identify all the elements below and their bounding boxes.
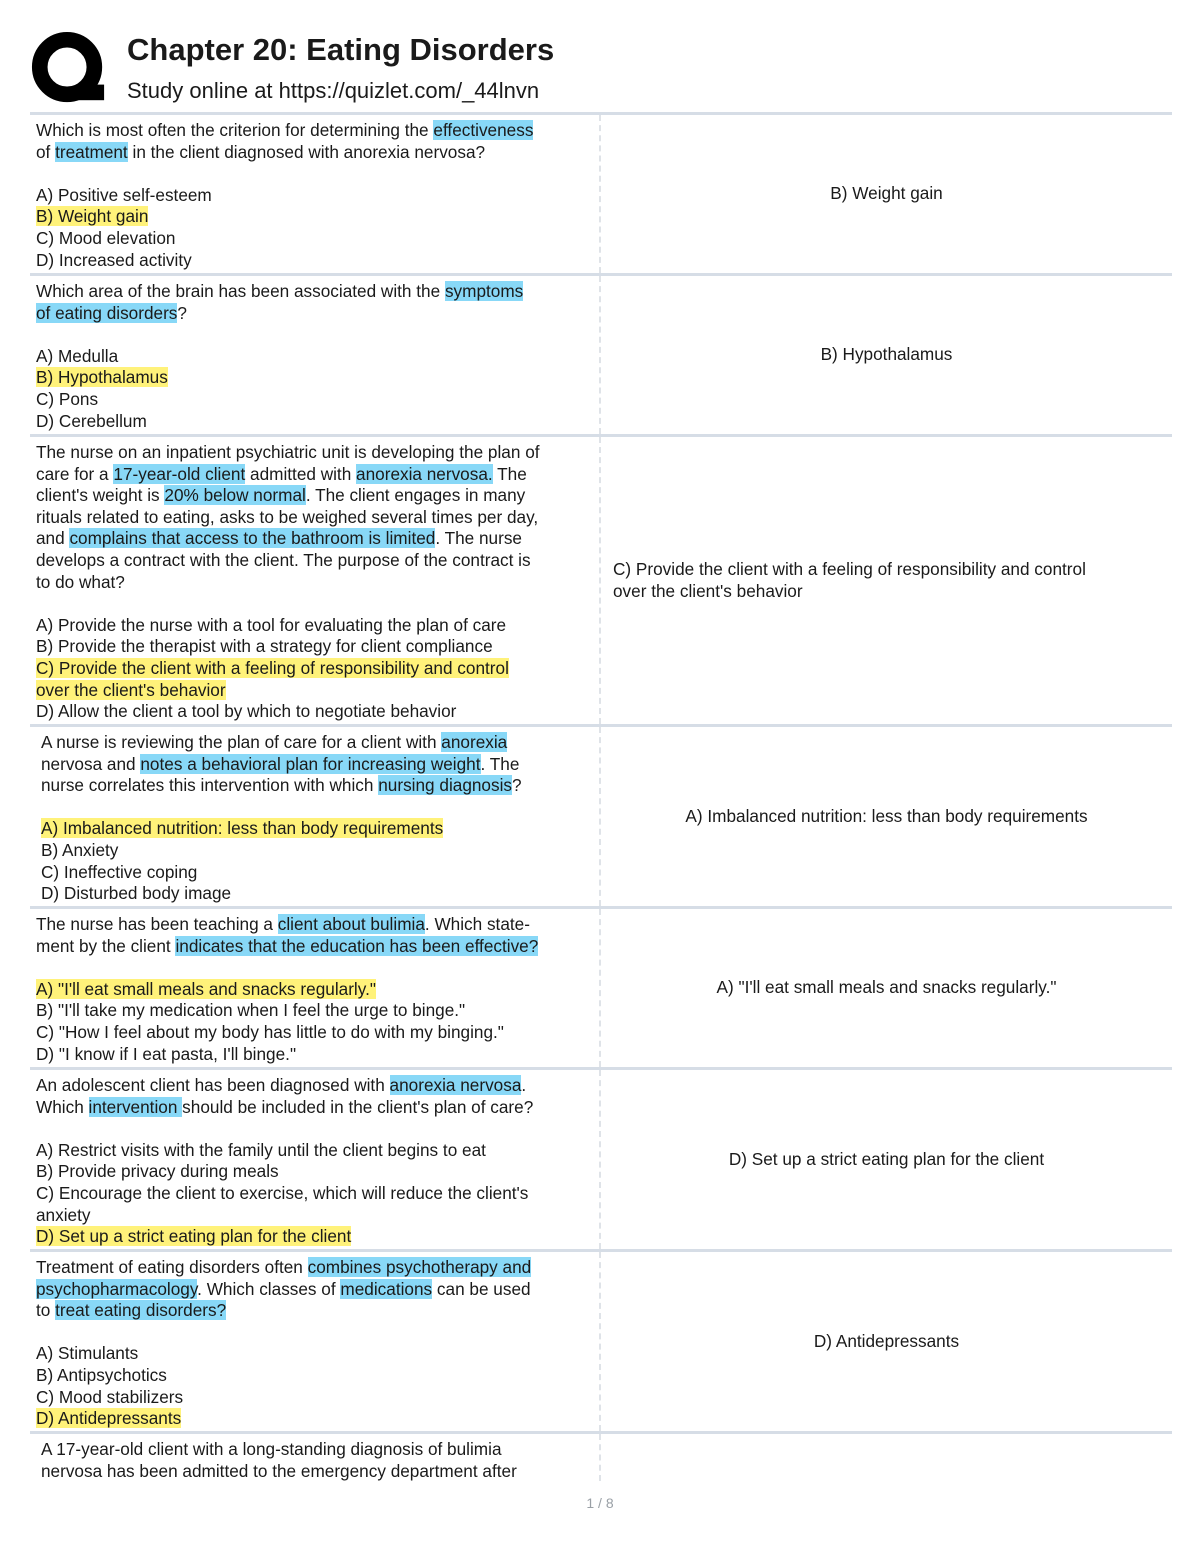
question-text: client's weight is	[36, 485, 165, 506]
answer-cell	[601, 437, 1172, 724]
answer-text: D) Set up a strict eating plan for the client	[728, 1148, 1045, 1169]
question-text: and	[36, 528, 70, 549]
page-title: Chapter 20: Eating Disorders	[127, 32, 555, 67]
option-a: A) Restrict visits with the family until the client begins to eat	[36, 1139, 486, 1160]
keyword-highlight: treat eating disorders?	[55, 1300, 227, 1321]
option-d: D) Cerebellum	[36, 410, 147, 431]
quizlet-logo-icon	[30, 30, 108, 108]
question-text: ment by the client	[36, 935, 176, 956]
question-text: The nurse on an inpatient psychiatric unit is developing the plan of	[36, 442, 540, 462]
question-text: nervosa and	[41, 753, 141, 774]
question-text: A nurse is reviewing the plan of care for a client with	[41, 732, 442, 752]
answer-cell	[601, 909, 1172, 1067]
option-c: C) Mood elevation	[36, 227, 176, 248]
answer-text: over the client's behavior	[613, 580, 803, 601]
answer-text: A) Imbalanced nutrition: less than body requirements	[685, 805, 1088, 826]
question-text: nurse correlates this intervention with which	[41, 775, 379, 796]
question-text: ?	[512, 775, 522, 796]
question-text: ?	[177, 302, 187, 323]
correct-option: B) Weight gain	[36, 206, 149, 227]
keyword-highlight: nursing diagnosis	[378, 775, 512, 796]
flashcard-row	[30, 724, 1172, 906]
keyword-highlight: notes a behavioral plan for increasing weight	[140, 753, 481, 774]
question-cell	[30, 1252, 601, 1431]
keyword-highlight: effectiveness	[433, 120, 534, 140]
question-text: . The	[480, 753, 520, 774]
question-cell	[30, 115, 601, 273]
option-d: D) "I know if I eat pasta, I'll binge."	[36, 1043, 297, 1064]
question-cell	[30, 909, 601, 1067]
answer-text: A) "I'll eat small meals and snacks regularly."	[716, 977, 1057, 998]
question-text: The nurse has been teaching a	[36, 914, 278, 934]
option-a: A) Positive self-esteem	[36, 184, 212, 205]
answer-cell	[601, 276, 1172, 434]
option-d: D) Increased activity	[36, 249, 192, 270]
keyword-highlight: psychopharmacology	[36, 1278, 198, 1299]
keyword-highlight: anorexia	[441, 732, 508, 752]
keyword-highlight: symptoms	[444, 281, 524, 301]
question-text: The	[492, 463, 527, 484]
answer-cell	[601, 727, 1172, 906]
question-text: care for a	[36, 463, 114, 484]
correct-option: C) Provide the client with a feeling of responsibility and control	[36, 657, 509, 678]
option-b: B) Provide the therapist with a strategy for client compliance	[36, 636, 493, 657]
option-c-continued: anxiety	[36, 1204, 91, 1225]
question-text: of	[36, 141, 56, 162]
correct-option-continued: over the client's behavior	[36, 679, 226, 700]
question-text: should be included in the client's plan of care?	[182, 1096, 534, 1117]
question-text: in the client diagnosed with anorexia nervosa?	[127, 141, 486, 162]
question-text: can be used	[432, 1278, 531, 1299]
question-cell	[30, 727, 601, 906]
question-text: Which is most often the criterion for determining the	[36, 120, 434, 140]
option-c: C) Ineffective coping	[41, 861, 198, 882]
option-b: B) Provide privacy during meals	[36, 1161, 279, 1182]
answer-text: B) Hypothalamus	[820, 344, 953, 365]
option-d: D) Allow the client a tool by which to negotiate behavior	[36, 701, 457, 722]
flashcard-row	[30, 1431, 1172, 1481]
question-cell	[30, 437, 601, 724]
keyword-highlight: intervention	[88, 1096, 183, 1117]
keyword-highlight: treatment	[55, 141, 128, 162]
correct-option: A) "I'll eat small meals and snacks regularly."	[36, 978, 376, 999]
flashcard-row	[30, 112, 1172, 273]
answer-text: B) Weight gain	[830, 183, 943, 204]
option-a: A) Stimulants	[36, 1343, 139, 1364]
question-text: . Which state-	[424, 914, 530, 934]
question-text: .	[521, 1075, 527, 1095]
flashcard-row	[30, 273, 1172, 434]
question-text: rituals related to eating, asks to be weighed several times per day,	[36, 506, 539, 527]
option-b: B) Anxiety	[41, 839, 119, 860]
question-text: admitted with	[245, 463, 357, 484]
keyword-highlight: 20% below normal	[164, 485, 306, 506]
flashcard-row	[30, 906, 1172, 1067]
answer-text: C) Provide the client with a feeling of responsibility and control	[613, 558, 1086, 579]
keyword-highlight: anorexia nervosa.	[356, 463, 493, 484]
correct-option: D) Set up a strict eating plan for the client	[36, 1226, 352, 1247]
question-text: nervosa has been admitted to the emergency department after	[41, 1460, 517, 1481]
keyword-highlight: client about bulimia	[277, 914, 425, 934]
option-a: A) Medulla	[36, 345, 119, 366]
page-header	[30, 28, 1180, 108]
study-online-link[interactable]: Study online at https://quizlet.com/_44lnvn	[127, 78, 540, 103]
question-cell	[30, 1434, 601, 1481]
option-d: D) Disturbed body image	[41, 883, 232, 904]
question-text: . The client engages in many	[305, 485, 526, 506]
correct-option: A) Imbalanced nutrition: less than body requirements	[41, 818, 444, 839]
answer-text: D) Antidepressants	[813, 1330, 960, 1351]
question-text: to	[36, 1300, 56, 1321]
flashcard-row	[30, 1067, 1172, 1249]
keyword-highlight: medications	[340, 1278, 433, 1299]
option-b: B) "I'll take my medication when I feel the urge to binge."	[36, 1000, 466, 1021]
keyword-highlight: combines psychotherapy and	[307, 1257, 532, 1277]
option-b: B) Antipsychotics	[36, 1364, 167, 1385]
keyword-highlight: 17-year-old client	[113, 463, 246, 484]
question-text: A 17-year-old client with a long-standing diagnosis of bulimia	[41, 1439, 502, 1459]
answer-cell	[601, 1252, 1172, 1431]
question-text: An adolescent client has been diagnosed with	[36, 1075, 390, 1095]
flashcard-list	[30, 112, 1172, 1481]
flashcard-row	[30, 1249, 1172, 1431]
option-c: C) "How I feel about my body has little to do with my binging."	[36, 1021, 504, 1042]
question-text: to do what?	[36, 571, 125, 592]
answer-cell	[601, 115, 1172, 273]
question-text: . The nurse	[435, 528, 522, 549]
question-text: develops a contract with the client. The purpose of the contract is	[36, 549, 531, 570]
option-c: C) Encourage the client to exercise, which will reduce the client's	[36, 1182, 529, 1203]
keyword-highlight: indicates that the education has been effective?	[175, 935, 539, 956]
answer-cell	[601, 1070, 1172, 1249]
keyword-highlight: anorexia nervosa	[389, 1075, 522, 1095]
correct-option: D) Antidepressants	[36, 1408, 182, 1429]
option-a: A) Provide the nurse with a tool for evaluating the plan of care	[36, 614, 507, 635]
flashcard-row	[30, 434, 1172, 724]
question-text: . Which classes of	[197, 1278, 341, 1299]
page-number: 1 / 8	[586, 1495, 614, 1511]
question-cell	[30, 1070, 601, 1249]
answer-cell	[601, 1434, 1172, 1481]
keyword-highlight: complains that access to the bathroom is limited	[69, 528, 436, 549]
question-text: Treatment of eating disorders often	[36, 1257, 308, 1277]
option-c: C) Pons	[36, 388, 99, 409]
question-text: Which	[36, 1096, 89, 1117]
option-c: C) Mood stabilizers	[36, 1386, 184, 1407]
question-text: Which area of the brain has been associated with the	[36, 281, 445, 301]
correct-option: B) Hypothalamus	[36, 367, 168, 388]
keyword-highlight: of eating disorders	[36, 302, 178, 323]
question-cell	[30, 276, 601, 434]
